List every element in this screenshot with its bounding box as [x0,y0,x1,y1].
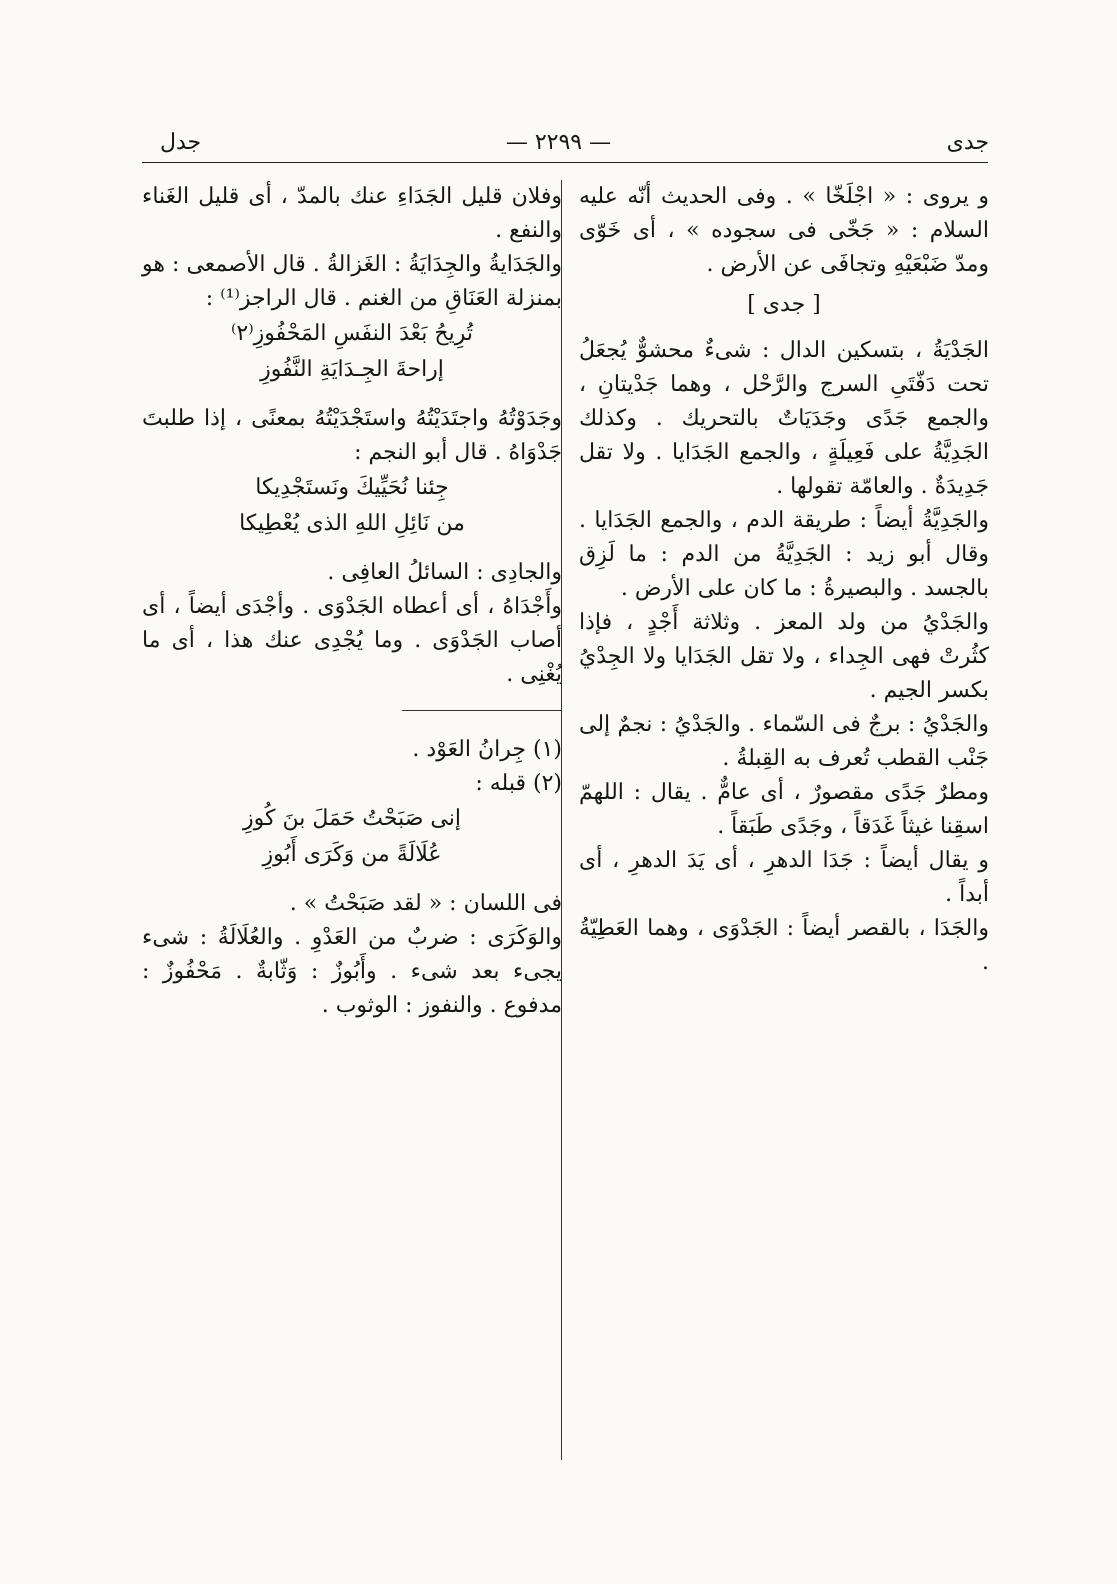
verse-block [142,470,562,556]
footnote: (١) جِرانُ العَوْد . [412,737,562,762]
paragraph: ومطرٌ جَدًى مقصورٌ ، أى عامٌّ . يقال : اللهمّ اسقِنا غيثاً غَدَقاً ، وجَدًى طَبَقاً . [579,780,989,839]
verse-line: عُلَالَةً من وَكَرَى أَبُوزِ [262,842,442,867]
paragraph: والجَدْيُ من ولد المعز . وثلاثة أَجْدٍ ، فإذا كثُرتْ فهى الجِداء ، ولا تقل الجَدَايا ولا الجِدْيُ بكسر الجيم . [579,610,989,703]
paragraph: وأَجْدَاهُ ، أى أعطاه الجَدْوَى . وأجْدَى أيضاً ، أى أصاب الجَدْوَى . وما يُجْدِى عنك هذا ، أى ما يُغْنِى . [142,594,562,687]
left-column [142,180,562,1023]
footnote: فى اللسان : « لقد صَبَحْتُ » . [289,891,562,916]
running-head-right: جدى [946,130,989,155]
running-head-left: جدل [160,130,202,155]
paragraph: والجَدَايةُ والجِدَايَةُ : الغَزالةُ . قال الأصمعى : هو بمنزلة العَنَاقِ من الغنم . قال الراجز⁽¹⁾ : [142,252,562,311]
verse-line: من نَائِلِ اللهِ الذى يُعْطِيكا [239,511,465,536]
paragraph: وفلان قليل الجَدَاءِ عنك بالمدّ ، أى قليل الغَناء والنفع . [142,184,562,243]
paragraph: وجَدَوْتُهُ واجتَدَيْتُهُ واستَجْدَيْتُهُ بمعنًى ، إذا طلبتَ جَدْوَاهُ . قال أبو النجم : [142,406,562,465]
right-column [579,180,989,980]
footnote-verse [142,801,562,887]
page-number: — ٢٢٩٩ — [505,130,612,155]
header-rule [142,162,988,163]
paragraph: والجَدِيَّةُ أيضاً : طريقة الدم ، والجمع الجَدَايا . وقال أبو زيد : الجَدِيَّةُ من الدم : ما لَزِق بالجسد . والبصيرةُ : ما كان على الأرض . [579,508,989,601]
verse-line: إنى صَبَحْتُ حَمَلَ بنَ كُوزِ [243,806,461,831]
verse-line: إراحةَ الجِـدَايَةِ النَّفُوزِ [260,357,444,382]
verse-line: تُرِيحُ بَعْدَ النفَسِ المَحْفُوزِ⁽٢⁾ [231,321,473,346]
paragraph: الجَدْيَةُ ، بتسكين الدال : شىءٌ محشوٌّ يُجعَلُ تحت دَفّتَىِ السرج والرَّحْل ، وهما جَدْيتانِ ، والجمع جَدًى وجَدَيَاتٌ بالتحريك . وكذلك الجَدِيَّةُ على فَعِيلَةٍ ، والجمع الجَدَايا . ولا تقل جَدِيدَةٌ . والعامّة تقولها . [579,338,989,499]
footnote-rule [402,710,562,711]
paragraph: و يروى : « اجْلَخّا » . وفى الحديث أنّه عليه السلام : « جَخّى فى سجوده » ، أى خَوّى ومدّ ضَبْعَيْهِ وتجافَى عن الأرض . [579,184,989,277]
footnote: (٢) قبله : [475,771,562,796]
paragraph: والجادِى : السائلُ العافِى . [327,560,562,585]
paragraph: و يقال أيضاً : جَدَا الدهرِ ، أى يَدَ الدهرِ ، أى أبداً . [579,848,989,907]
footnote: والوَكَرَى : ضربٌ من العَدْوِ . والعُلَالَةُ : شىء يجىء بعد شىء . وأَبُوزٌ : وَثّابةٌ . مَحْفُوزٌ : مدفوع . والنفوز : الوثوب . [142,925,562,1018]
paragraph: والجَدَا ، بالقصر أيضاً : الجَدْوَى ، وهما العَطِيّةُ . [579,916,989,975]
verse-block [142,316,562,402]
verse-line: جِئنا نُحَيِّيكَ ونَستَجْدِيكا [255,475,449,500]
footnotes [142,733,562,1023]
entry-heading: [ جدى ] [747,292,821,317]
paragraph: والجَدْيُ : برجٌ فى السّماء . والجَدْيُ : نجمٌ إلى جَنْب القطب تُعرف به القِبلةُ . [579,712,989,771]
